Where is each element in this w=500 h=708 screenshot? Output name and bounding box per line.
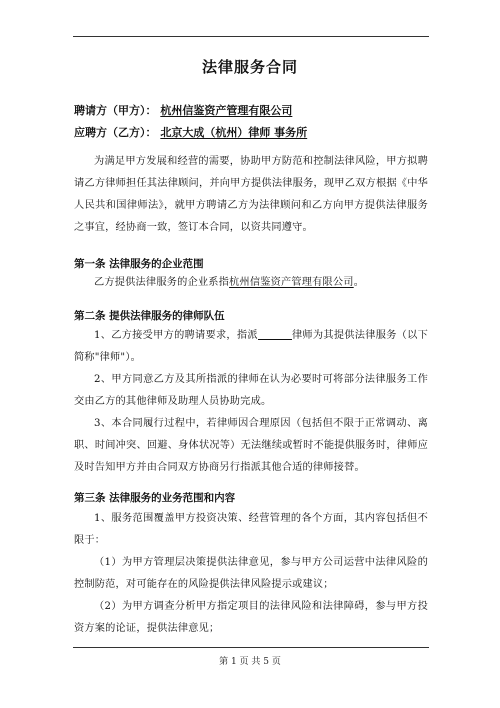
article-1-text-post: 。 — [353, 277, 365, 288]
party-a-label: 聘请方（甲方）： — [74, 104, 157, 117]
article-3-item-1: 1、服务范围覆盖甲方投资决策、经营管理的各个方面，其内容包括但不限于： — [74, 513, 428, 546]
article-3-heading: 第三条 法律服务的业务范围和内容 — [74, 492, 236, 504]
party-b-line — [74, 124, 307, 140]
party-b-value: 北京大成（杭州）律师 事务所 — [160, 126, 308, 139]
article-1-paragraph — [74, 272, 428, 294]
article-3-item-1-sub-1: （1）为甲方管理层决策提供法律意见，参与甲方公司运营中法律风险的控制防范，对可能存在的风险提供法律风险提示或建议； — [74, 557, 428, 590]
lawyer-name-blank — [258, 329, 292, 340]
article-2-item-1-post: 律师为其提供法律服务（以下简称"律师"）。 — [74, 330, 428, 363]
article-1-company: 杭州信鉴资产管理有限公司 — [229, 277, 354, 288]
article-1-text-pre: 乙方提供法律服务的企业系指 — [94, 277, 230, 288]
article-2-item-1-pre: 1、乙方接受甲方的聘请要求，指派 — [94, 330, 258, 341]
party-b-label: 应聘方（乙方）： — [74, 126, 157, 139]
article-2-item-3: 3、本合同履行过程中，若律师因合理原因（包括但不限于正常调动、离职、时间冲突、回避、身体状况等）无法继续或暂时不能提供服务时，律师应及时告知甲方并由合同双方协商另行指派其他合适的律师接替。 — [74, 418, 428, 473]
article-2-item-2: 2、甲方同意乙方及其所指派的律师在认为必要时可将部分法律服务工作交由乙方的其他律师及助理人员协助完成。 — [74, 374, 428, 407]
page-title: 法律服务合同 — [201, 58, 298, 76]
preamble-paragraph: 为满足甲方发展和经营的需要，协助甲方防范和控制法律风险，甲方拟聘请乙方律师担任其法律顾问，并向甲方提供法律服务，现甲乙双方根据《中华人民共和国律师法》，就甲方聘请乙方为法律顾问和乙方向甲方提供法律服务之事宜，经协商一致，签订本合同，以资共同遵守。 — [74, 156, 428, 233]
header-rule — [73, 36, 429, 37]
article-3-item-1-sub-2: （2）为甲方调查分析甲方指定项目的法律风险和法律障碍，参与甲方投资方案的论证，提供法律意见； — [74, 601, 428, 634]
article-1-heading: 第一条 法律服务的企业范围 — [74, 258, 204, 270]
article-2-item-1 — [74, 325, 428, 369]
party-a-line — [74, 102, 292, 118]
party-a-value: 杭州信鉴资产管理有限公司 — [160, 104, 293, 117]
footer-rule — [73, 647, 429, 648]
article-2-heading: 第二条 提供法律服务的律师队伍 — [74, 310, 225, 322]
page-number: 第 1 页 共 5 页 — [219, 657, 281, 667]
